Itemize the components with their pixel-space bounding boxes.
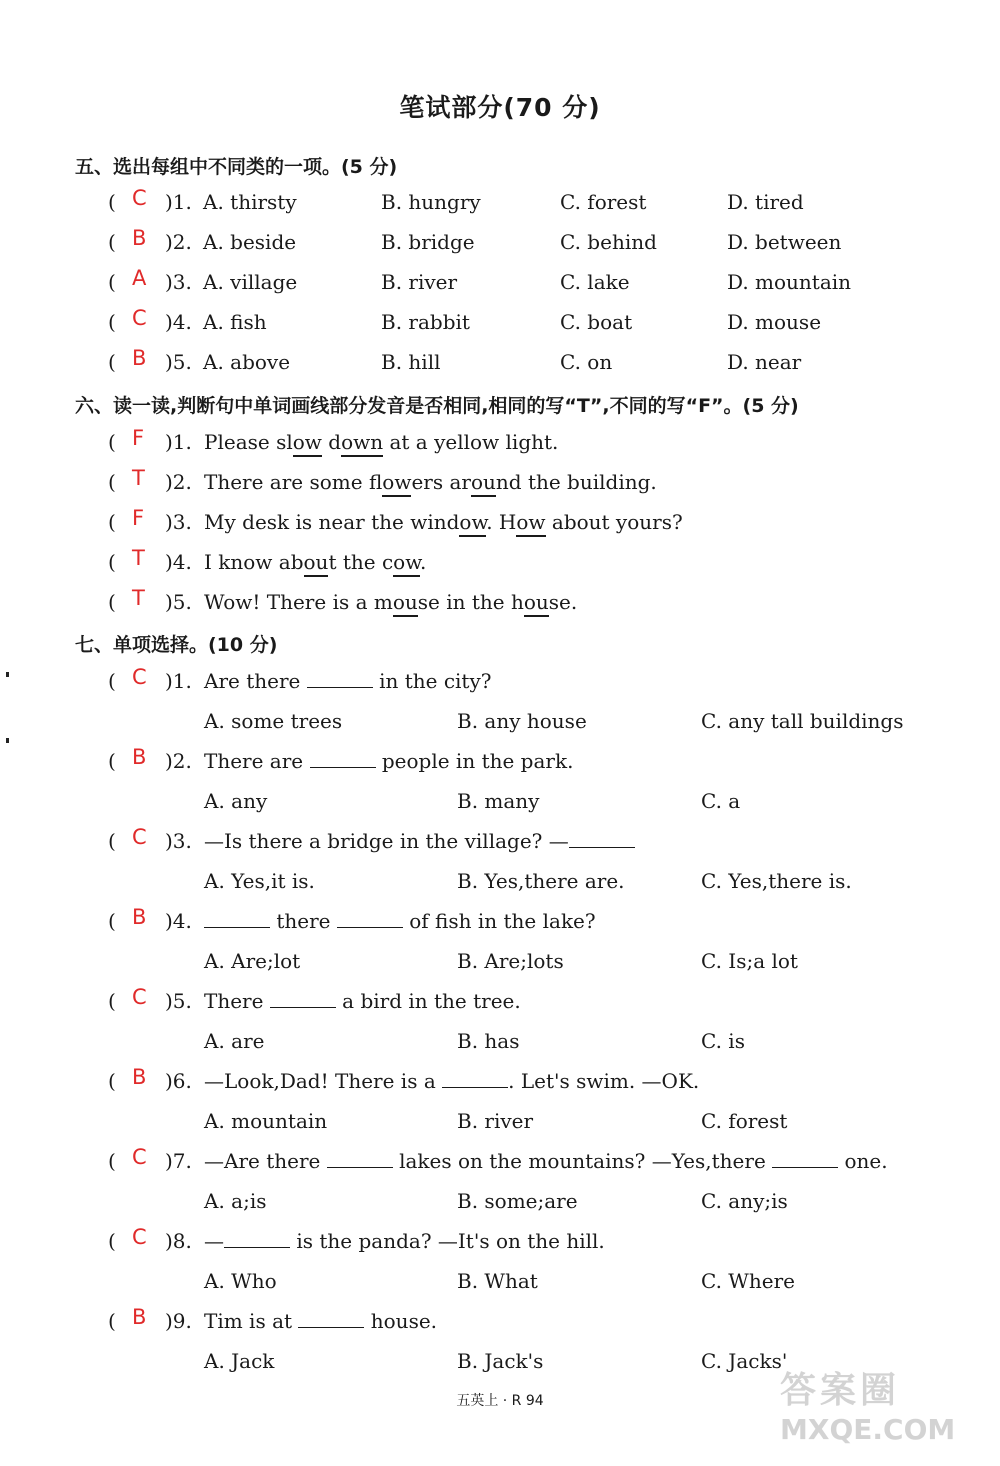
question-fragment: there — [270, 909, 337, 933]
option-b: B. What — [457, 1269, 538, 1293]
question-number: )4. — [165, 550, 192, 574]
answer-mark: C — [132, 1145, 147, 1169]
sentence — [204, 470, 657, 494]
answer-blank — [569, 829, 635, 848]
answer-mark: C — [132, 825, 147, 849]
option-c: C. any;is — [701, 1189, 788, 1213]
option-b: B. bridge — [381, 230, 475, 254]
sentence-text: My desk is near the wind — [204, 510, 460, 534]
question-text — [204, 1149, 888, 1173]
sentence-text: t the c — [328, 550, 394, 574]
answer-blank — [772, 1149, 838, 1168]
sentence — [204, 510, 683, 534]
answer-mark: F — [132, 506, 145, 530]
option-a: A. a;is — [204, 1189, 267, 1213]
question-row — [108, 186, 968, 222]
option-a: A. village — [203, 270, 298, 294]
question-number: )3. — [165, 270, 192, 294]
options-row — [204, 1029, 964, 1059]
option-b: B. hungry — [381, 190, 481, 214]
sentence-text: ers ar — [411, 470, 471, 494]
open-paren: ( — [108, 350, 116, 374]
option-a: A. above — [203, 350, 291, 374]
underlined-letters: ow — [293, 430, 322, 457]
open-paren: ( — [108, 829, 116, 853]
option-d: D. mountain — [727, 270, 852, 294]
option-c: C. lake — [560, 270, 630, 294]
underlined-letters: ow — [382, 470, 411, 497]
options-row — [204, 789, 964, 819]
option-a: A. fish — [203, 310, 267, 334]
question-number: )7. — [165, 1149, 192, 1173]
open-paren: ( — [108, 749, 116, 773]
question-row — [108, 1145, 968, 1181]
question-fragment: a bird in the tree. — [335, 989, 521, 1013]
question-row — [108, 1065, 968, 1101]
sentence-text: at a yellow light. — [383, 430, 559, 454]
open-paren: ( — [108, 1229, 116, 1253]
options-row — [204, 1109, 964, 1139]
question-row — [108, 1225, 968, 1261]
watermark-logo: 答案圈 MXQE.COM — [780, 1370, 956, 1446]
answer-mark: C — [132, 186, 147, 210]
answer-blank — [327, 1149, 393, 1168]
question-row — [108, 586, 968, 622]
options-row — [204, 869, 964, 899]
options-row — [204, 949, 964, 979]
question-text — [204, 989, 521, 1013]
question-row — [108, 905, 968, 941]
option-c: C. Is;a lot — [701, 949, 798, 973]
question-fragment: in the city? — [372, 669, 492, 693]
answer-mark: F — [132, 426, 145, 450]
sentence-text: Wow! There is a m — [204, 590, 393, 614]
sentence-text: I know ab — [204, 550, 304, 574]
question-fragment: lakes on the mountains? —Yes,there — [392, 1149, 773, 1173]
section-six-heading: 六、读一读,判断句中单词画线部分发音是否相同,相同的写“T”,不同的写“F”。(5 分) — [75, 395, 799, 417]
underlined-letters: ou — [471, 470, 496, 497]
question-number: )2. — [165, 470, 192, 494]
question-row — [108, 266, 968, 302]
question-row — [108, 426, 968, 462]
question-fragment: — — [204, 1229, 224, 1253]
open-paren: ( — [108, 310, 116, 334]
answer-mark: B — [132, 905, 147, 929]
answer-blank — [307, 669, 373, 688]
open-paren: ( — [108, 1069, 116, 1093]
section-five-heading: 五、选出每组中不同类的一项。(5 分) — [75, 156, 398, 178]
sentence-text: Please sl — [204, 430, 293, 454]
option-c: C. is — [701, 1029, 745, 1053]
question-row — [108, 546, 968, 582]
open-paren: ( — [108, 230, 116, 254]
answer-blank — [270, 989, 336, 1008]
question-text — [204, 829, 635, 853]
open-paren: ( — [108, 1309, 116, 1333]
open-paren: ( — [108, 470, 116, 494]
margin-mark — [6, 672, 9, 677]
option-c: C. boat — [560, 310, 633, 334]
underlined-letters: ou — [393, 590, 418, 617]
option-b: B. river — [381, 270, 458, 294]
sentence-text: . H — [486, 510, 517, 534]
question-row — [108, 466, 968, 502]
option-c: C. Jacks' — [701, 1349, 788, 1373]
question-number: )4. — [165, 909, 192, 933]
option-d: D. tired — [727, 190, 804, 214]
open-paren: ( — [108, 590, 116, 614]
answer-mark: C — [132, 985, 147, 1009]
option-c: C. any tall buildings — [701, 709, 904, 733]
question-text — [204, 1069, 699, 1093]
question-fragment: —Is there a bridge in the village? — — [204, 829, 569, 853]
question-fragment: is the panda? —It's on the hill. — [290, 1229, 605, 1253]
question-fragment: —Are there — [204, 1149, 327, 1173]
open-paren: ( — [108, 909, 116, 933]
page-footer: 五英上 · R 94 — [456, 1393, 544, 1409]
question-fragment: people in the park. — [375, 749, 574, 773]
answer-blank — [310, 749, 376, 768]
question-row — [108, 825, 968, 861]
option-b: B. Jack's — [457, 1349, 544, 1373]
open-paren: ( — [108, 669, 116, 693]
question-row — [108, 306, 968, 342]
open-paren: ( — [108, 510, 116, 534]
open-paren: ( — [108, 190, 116, 214]
option-d: D. near — [727, 350, 802, 374]
answer-mark: C — [132, 306, 147, 330]
question-fragment: house. — [364, 1309, 438, 1333]
question-number: )9. — [165, 1309, 192, 1333]
option-a: A. Who — [204, 1269, 277, 1293]
margin-mark — [6, 738, 9, 743]
option-c: C. behind — [560, 230, 657, 254]
option-b: B. has — [457, 1029, 520, 1053]
sentence-text: about yours? — [545, 510, 683, 534]
question-fragment: There — [204, 989, 270, 1013]
option-b: B. any house — [457, 709, 587, 733]
option-c: C. forest — [560, 190, 647, 214]
sentence — [204, 550, 426, 574]
option-a: A. are — [204, 1029, 265, 1053]
option-a: A. Jack — [204, 1349, 275, 1373]
answer-mark: C — [132, 1225, 147, 1249]
question-row — [108, 506, 968, 542]
underlined-letters: ow — [516, 510, 545, 537]
answer-blank — [298, 1309, 364, 1328]
question-row — [108, 1305, 968, 1341]
underlined-letters: own — [341, 430, 383, 457]
question-row — [108, 665, 968, 701]
question-number: )2. — [165, 230, 192, 254]
option-a: A. any — [204, 789, 268, 813]
answer-mark: C — [132, 665, 147, 689]
question-fragment: —Look,Dad! There is a — [204, 1069, 443, 1093]
underlined-letters: ou — [524, 590, 549, 617]
question-fragment: Tim is at — [204, 1309, 299, 1333]
option-d: D. between — [727, 230, 842, 254]
sentence-text: There are some fl — [204, 470, 383, 494]
question-fragment: of fish in the lake? — [402, 909, 596, 933]
option-c: C. a — [701, 789, 741, 813]
open-paren: ( — [108, 430, 116, 454]
underlined-letters: ow — [393, 550, 420, 577]
answer-blank — [224, 1229, 290, 1248]
answer-blank — [337, 909, 403, 928]
question-number: )5. — [165, 590, 192, 614]
question-number: )5. — [165, 989, 192, 1013]
question-number: )6. — [165, 1069, 192, 1093]
option-c: C. Yes,there is. — [701, 869, 852, 893]
option-a: A. beside — [203, 230, 297, 254]
option-b: B. Yes,there are. — [457, 869, 625, 893]
option-c: C. forest — [701, 1109, 788, 1133]
question-number: )3. — [165, 829, 192, 853]
answer-blank — [442, 1069, 508, 1088]
underlined-letters: ou — [304, 550, 329, 577]
sentence-text: se. — [548, 590, 578, 614]
question-number: )1. — [165, 669, 192, 693]
question-number: )2. — [165, 749, 192, 773]
open-paren: ( — [108, 550, 116, 574]
question-text — [204, 1229, 605, 1253]
option-c: C. on — [560, 350, 613, 374]
option-b: B. Are;lots — [457, 949, 564, 973]
open-paren: ( — [108, 1149, 116, 1173]
question-number: )8. — [165, 1229, 192, 1253]
answer-blank — [204, 909, 270, 928]
open-paren: ( — [108, 989, 116, 1013]
sentence — [204, 430, 558, 454]
question-text — [204, 669, 491, 693]
option-b: B. river — [457, 1109, 534, 1133]
answer-mark: B — [132, 226, 147, 250]
answer-mark: B — [132, 1065, 147, 1089]
answer-mark: T — [132, 546, 145, 570]
question-fragment: Are there — [204, 669, 307, 693]
sentence-text: d — [321, 430, 342, 454]
sentence-text: . — [419, 550, 427, 574]
question-row — [108, 985, 968, 1021]
question-text — [204, 909, 596, 933]
option-b: B. many — [457, 789, 540, 813]
option-a: A. Yes,it is. — [204, 869, 315, 893]
sentence-text: nd the building. — [495, 470, 657, 494]
question-number: )1. — [165, 190, 192, 214]
option-a: A. some trees — [204, 709, 343, 733]
question-number: )3. — [165, 510, 192, 534]
option-b: B. some;are — [457, 1189, 578, 1213]
option-c: C. Where — [701, 1269, 795, 1293]
question-text — [204, 749, 573, 773]
open-paren: ( — [108, 270, 116, 294]
underlined-letters: ow — [459, 510, 486, 537]
section-seven-heading: 七、单项选择。(10 分) — [75, 634, 278, 656]
answer-mark: B — [132, 745, 147, 769]
options-row — [204, 709, 964, 739]
option-a: A. Are;lot — [204, 949, 301, 973]
question-number: )5. — [165, 350, 192, 374]
question-row — [108, 346, 968, 382]
question-number: )1. — [165, 430, 192, 454]
question-row — [108, 745, 968, 781]
answer-mark: T — [132, 586, 145, 610]
sentence — [204, 590, 577, 614]
options-row — [204, 1269, 964, 1299]
question-fragment: . Let's swim. —OK. — [508, 1069, 700, 1093]
option-d: D. mouse — [727, 310, 822, 334]
option-b: B. hill — [381, 350, 441, 374]
option-a: A. thirsty — [203, 190, 297, 214]
option-a: A. mountain — [204, 1109, 328, 1133]
question-number: )4. — [165, 310, 192, 334]
answer-mark: A — [132, 266, 147, 290]
sentence-text: se in the h — [417, 590, 524, 614]
options-row — [204, 1189, 964, 1219]
question-fragment: There are — [204, 749, 310, 773]
question-row — [108, 226, 968, 262]
answer-mark: B — [132, 346, 147, 370]
question-text — [204, 1309, 437, 1333]
page-title: 笔试部分(70 分) — [399, 93, 601, 122]
question-fragment: one. — [838, 1149, 888, 1173]
answer-mark: T — [132, 466, 145, 490]
option-b: B. rabbit — [381, 310, 470, 334]
answer-mark: B — [132, 1305, 147, 1329]
